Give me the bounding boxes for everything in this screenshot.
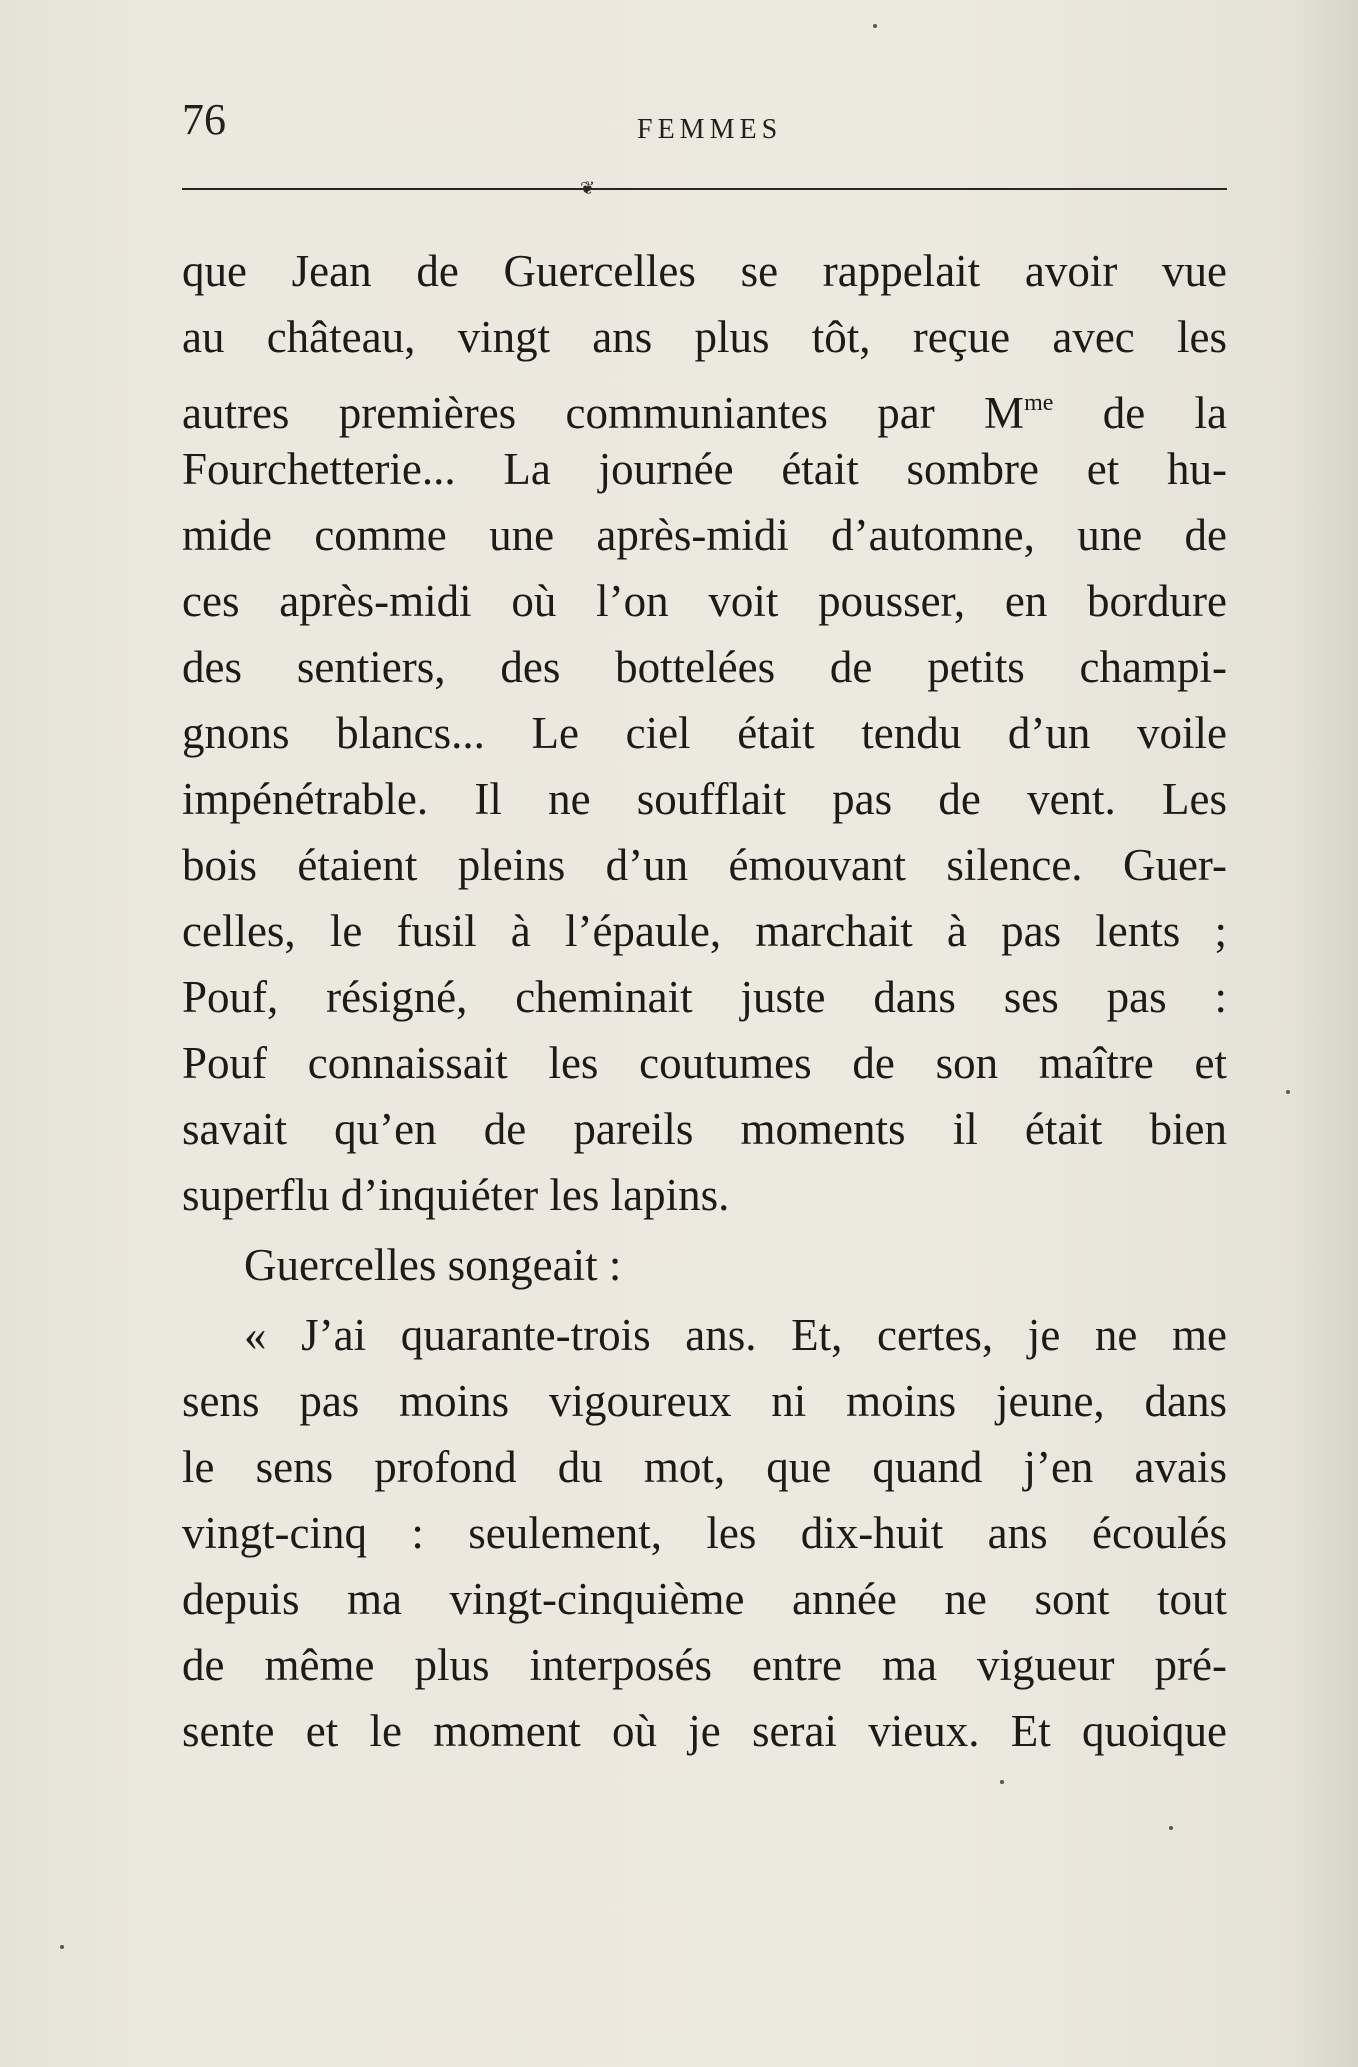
text-line: impénétrable. Il ne soufflait pas de vent. Les [182, 774, 1227, 824]
text-line-with-superscript [182, 370, 1227, 436]
text-line: des sentiers, des bottelées de petits champi- [182, 642, 1227, 692]
paper-speck [60, 1945, 64, 1949]
header-rule [182, 177, 1227, 201]
page-header [182, 95, 1227, 158]
text-line-part: de la [1053, 388, 1228, 438]
text-line: sens pas moins vigoureux ni moins jeune, dans [182, 1376, 1227, 1426]
page-number: 76 [182, 95, 226, 144]
text-line: mide comme une après-midi d’automne, une de [182, 510, 1227, 560]
text-line: le sens profond du mot, que quand j’en avais [182, 1442, 1227, 1492]
text-line: Guercelles songeait : [244, 1240, 622, 1290]
rule-line [182, 188, 1227, 190]
paper-speck [873, 24, 877, 28]
text-line-part: autres premières communiantes par M [182, 388, 1025, 438]
text-line: depuis ma vingt-cinquième année ne sont tout [182, 1574, 1227, 1624]
paper-speck [1286, 1090, 1290, 1094]
text-line: sente et le moment où je serai vieux. Et quoique [182, 1706, 1227, 1756]
page-edge-shadow [1288, 0, 1358, 2067]
body-text [182, 238, 1227, 1798]
superscript: me [1024, 390, 1054, 416]
text-line: vingt-cinq : seulement, les dix-huit ans écoulés [182, 1508, 1227, 1558]
text-line: au château, vingt ans plus tôt, reçue avec les [182, 312, 1227, 362]
text-line: que Jean de Guercelles se rappelait avoir vue [182, 246, 1227, 296]
fleuron-ornament-icon: ❦ [580, 178, 596, 198]
text-line: Pouf, résigné, cheminait juste dans ses pas : [182, 972, 1227, 1022]
text-line: savait qu’en de pareils moments il était bien [182, 1104, 1227, 1154]
paper-speck [1169, 1826, 1173, 1830]
text-line: bois étaient pleins d’un émouvant silence. Guer- [182, 840, 1227, 890]
running-title: FEMMES [637, 114, 783, 145]
text-line: Pouf connaissait les coutumes de son maître et [182, 1038, 1227, 1088]
text-line: de même plus interposés entre ma vigueur pré- [182, 1640, 1227, 1690]
paper-speck [1000, 1780, 1004, 1784]
text-line: ces après-midi où l’on voit pousser, en bordure [182, 576, 1227, 626]
text-line: « J’ai quarante-trois ans. Et, certes, je ne me [244, 1310, 1227, 1360]
text-line: superflu d’inquiéter les lapins. [182, 1170, 730, 1220]
text-line: celles, le fusil à l’épaule, marchait à pas lents ; [182, 906, 1227, 956]
text-line: gnons blancs... Le ciel était tendu d’un voile [182, 708, 1227, 758]
text-line: Fourchetterie... La journée était sombre et hu- [182, 444, 1227, 494]
